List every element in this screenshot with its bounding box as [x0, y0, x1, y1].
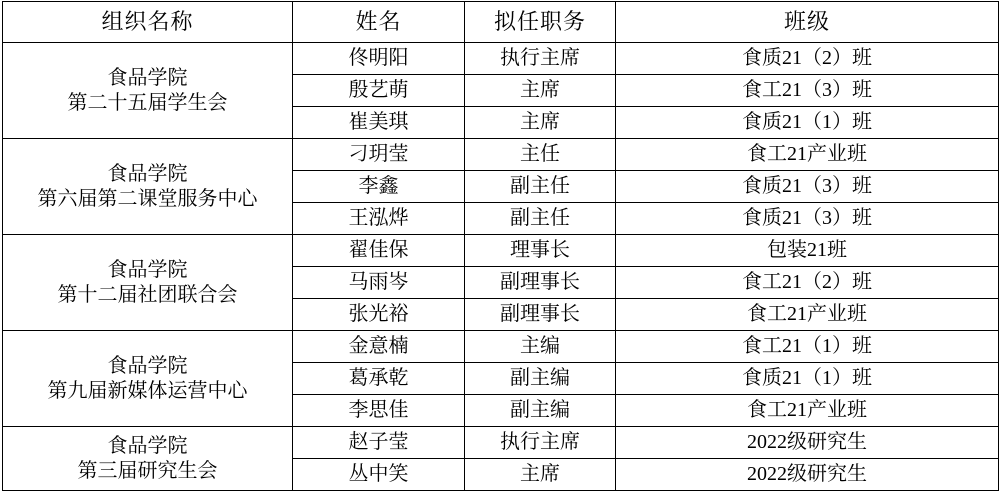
name-cell: 佟明阳 [293, 43, 465, 75]
column-header-org: 组织名称 [3, 2, 293, 43]
table-body [3, 43, 999, 491]
org-cell [3, 427, 293, 491]
name-cell: 李思佳 [293, 395, 465, 427]
name-cell: 张光裕 [293, 299, 465, 331]
org-line-2: 第十二届社团联合会 [57, 283, 238, 306]
org-line-1: 食品学院 [107, 162, 188, 185]
org-cell [3, 331, 293, 427]
column-header-post: 拟任职务 [465, 2, 616, 43]
table-row [3, 139, 999, 171]
class-cell: 食工21（3）班 [616, 75, 999, 107]
post-cell: 主任 [465, 139, 616, 171]
org-cell [3, 43, 293, 139]
name-cell: 崔美琪 [293, 107, 465, 139]
name-cell: 丛中笑 [293, 459, 465, 491]
post-cell: 主席 [465, 75, 616, 107]
table-header [3, 2, 999, 43]
name-cell: 李鑫 [293, 171, 465, 203]
class-cell: 食工21产业班 [616, 139, 999, 171]
class-cell: 食质21（2）班 [616, 43, 999, 75]
name-cell: 赵子莹 [293, 427, 465, 459]
org-line-1: 食品学院 [107, 354, 188, 377]
org-line-2: 第二十五届学生会 [67, 91, 228, 114]
post-cell: 副理事长 [465, 267, 616, 299]
column-header-class: 班级 [616, 2, 999, 43]
table-row [3, 235, 999, 267]
name-cell: 葛承乾 [293, 363, 465, 395]
post-cell: 副主编 [465, 395, 616, 427]
name-cell: 金意楠 [293, 331, 465, 363]
name-cell: 殷艺萌 [293, 75, 465, 107]
class-cell: 食工21产业班 [616, 299, 999, 331]
org-cell [3, 139, 293, 235]
org-line-1: 食品学院 [107, 258, 188, 281]
org-line-2: 第六届第二课堂服务中心 [37, 187, 258, 210]
class-cell: 食质21（1）班 [616, 363, 999, 395]
roster-table [2, 1, 999, 491]
column-header-name: 姓名 [293, 2, 465, 43]
name-cell: 翟佳保 [293, 235, 465, 267]
post-cell: 主编 [465, 331, 616, 363]
org-line-1: 食品学院 [107, 66, 188, 89]
post-cell: 副主编 [465, 363, 616, 395]
name-cell: 马雨岑 [293, 267, 465, 299]
name-cell: 王泓烨 [293, 203, 465, 235]
document-page [0, 1, 1000, 485]
table-header-row [3, 2, 999, 43]
post-cell: 执行主席 [465, 427, 616, 459]
table-row [3, 331, 999, 363]
table-row [3, 43, 999, 75]
org-line-1: 食品学院 [107, 434, 188, 457]
class-cell: 食质21（1）班 [616, 107, 999, 139]
post-cell: 副理事长 [465, 299, 616, 331]
class-cell: 食工21（2）班 [616, 267, 999, 299]
org-line-2: 第三届研究生会 [77, 459, 218, 482]
org-line-2: 第九届新媒体运营中心 [47, 379, 248, 402]
org-cell [3, 235, 293, 331]
post-cell: 主席 [465, 107, 616, 139]
post-cell: 主席 [465, 459, 616, 491]
class-cell: 食工21（1）班 [616, 331, 999, 363]
post-cell: 副主任 [465, 203, 616, 235]
post-cell: 理事长 [465, 235, 616, 267]
class-cell: 食质21（3）班 [616, 203, 999, 235]
class-cell: 2022级研究生 [616, 459, 999, 491]
table-row [3, 427, 999, 459]
class-cell: 包装21班 [616, 235, 999, 267]
class-cell: 食工21产业班 [616, 395, 999, 427]
class-cell: 2022级研究生 [616, 427, 999, 459]
post-cell: 副主任 [465, 171, 616, 203]
post-cell: 执行主席 [465, 43, 616, 75]
name-cell: 刁玥莹 [293, 139, 465, 171]
class-cell: 食质21（3）班 [616, 171, 999, 203]
